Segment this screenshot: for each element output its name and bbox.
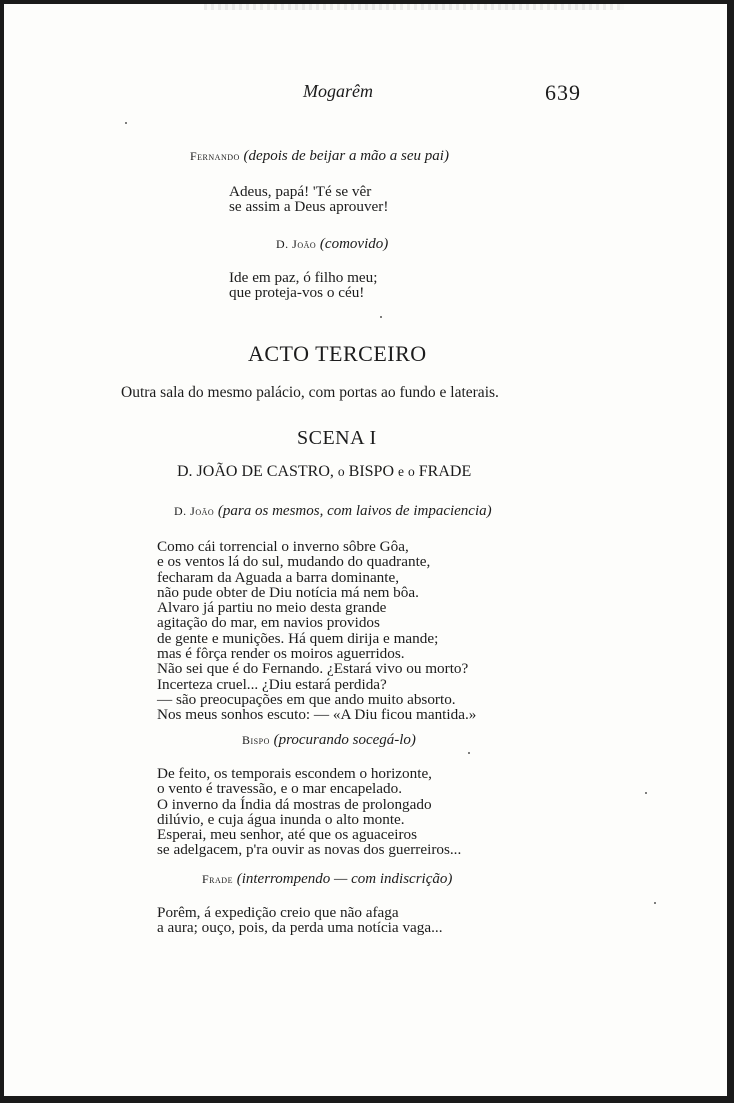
verse-line: o vento é travessão, e o mar encapelado. — [157, 780, 403, 798]
verse-line: que proteja-vos o céu! — [229, 284, 365, 302]
verse-block — [157, 539, 476, 723]
speaker-heading — [190, 148, 449, 165]
verse-line: Como cái torrencial o inverno sôbre Gôa, — [157, 538, 409, 555]
speaker-name: Fernando — [190, 149, 240, 163]
verse-line: De feito, os temporais escondem o horizonte, — [157, 765, 432, 782]
verse-block — [157, 905, 443, 936]
speaker-name: D. João — [276, 237, 317, 251]
verse-line: dilúvio, e cuja água inunda o alto monte. — [157, 810, 405, 828]
stage-direction: (procurando socegá-lo) — [273, 732, 416, 748]
conjunction: o — [337, 464, 345, 479]
conjunction: e — [398, 464, 405, 479]
character-name: D. JOÃO DE CASTRO, — [177, 463, 334, 480]
verse-line: O inverno da Índia dá mostras de prolongado — [157, 795, 432, 813]
stage-direction: (para os mesmos, com laivos de impaciencia) — [217, 503, 492, 519]
stage-direction: (comovido) — [319, 236, 389, 252]
scan-speck — [380, 316, 382, 318]
verse-line: Adeus, papá! 'Té se vêr — [229, 183, 372, 200]
verse-line: — são preocupações em que ando muito absorto. — [157, 690, 456, 708]
scene-direction: Outra sala do mesmo palácio, com portas ao fundo e laterais. — [121, 384, 499, 401]
characters-list — [177, 463, 471, 481]
book-page — [4, 4, 727, 1096]
scene-title: SCENA I — [297, 427, 377, 449]
verse-line: agitação do mar, em navios providos — [157, 614, 380, 632]
speaker-name: Bispo — [242, 733, 270, 747]
verse-line: se adelgacem, p'ra ouvir as novas dos guerreiros... — [157, 841, 462, 859]
conjunction: o — [408, 464, 415, 479]
verse-block — [229, 270, 377, 301]
speaker-heading — [276, 236, 388, 253]
verse-line: Esperai, meu senhor, até que os aguaceiros — [157, 826, 418, 844]
stage-direction: (depois de beijar a mão a seu pai) — [243, 148, 449, 164]
verse-block — [157, 766, 461, 858]
verse-line: Nos meus sonhos escuto: — «A Diu ficou mantida.» — [157, 706, 477, 724]
speaker-name: D. João — [174, 504, 215, 518]
speaker-heading — [174, 503, 492, 520]
verse-line: de gente e munições. Há quem dirija e mande; — [157, 629, 439, 647]
speaker-heading — [242, 732, 416, 749]
running-header-title: Mogarêm — [303, 81, 373, 101]
verse-line: não pude obter de Diu notícia má nem bôa. — [157, 583, 419, 601]
scan-artifact — [204, 4, 624, 10]
verse-line: se assim a Deus aprouver! — [229, 198, 389, 216]
verse-line: a aura; ouço, pois, da perda uma notícia vaga... — [157, 919, 443, 937]
scan-speck — [125, 122, 127, 124]
verse-block — [229, 184, 388, 215]
scan-speck — [468, 752, 470, 754]
speaker-heading — [202, 871, 452, 888]
page-number: 639 — [545, 80, 581, 105]
verse-line: fecharam da Aguada a barra dominante, — [157, 568, 400, 586]
verse-line: Alvaro já partiu no meio desta grande — [157, 599, 387, 617]
character-name: BISPO — [348, 463, 395, 480]
act-title: ACTO TERCEIRO — [248, 341, 427, 366]
verse-line: Porêm, á expedição creio que não afaga — [157, 904, 399, 921]
character-name: FRADE — [418, 463, 472, 480]
scan-speck — [645, 792, 647, 794]
verse-line: mas é fôrça render os moiros aguerridos. — [157, 645, 405, 663]
scan-speck — [654, 902, 656, 904]
verse-line: Ide em paz, ó filho meu; — [229, 269, 378, 286]
speaker-name: Frade — [202, 872, 233, 886]
stage-direction: (interrompendo — com indiscrição) — [236, 871, 453, 887]
verse-line: e os ventos lá do sul, mudando do quadrante, — [157, 553, 431, 571]
verse-line: Incerteza cruel... ¿Diu estará perdida? — [157, 675, 387, 693]
verse-line: Não sei que é do Fernando. ¿Estará vivo ou morto? — [157, 660, 469, 678]
